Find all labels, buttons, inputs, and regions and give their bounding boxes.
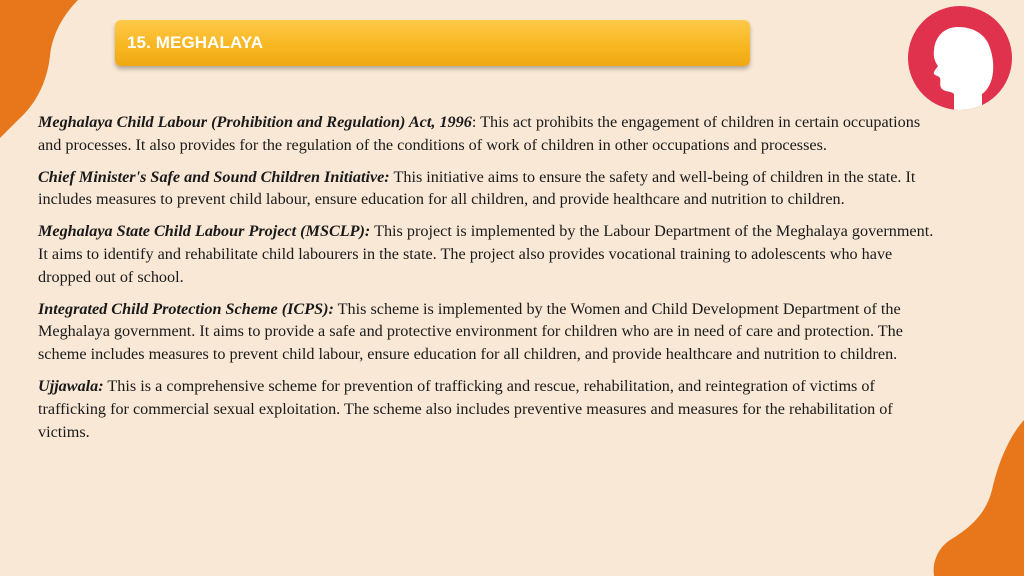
child-head-silhouette-icon (908, 6, 1012, 110)
paragraph-separator: : (471, 113, 481, 131)
paragraph-title: Ujjawala: (38, 376, 104, 395)
paragraph-title: Meghalaya Child Labour (Prohibition and Regulation) Act, 1996 (38, 113, 472, 131)
paragraph-icps (38, 298, 943, 366)
paragraph-title: Integrated Child Protection Scheme (ICPS): (38, 299, 334, 318)
paragraph-msclp (38, 220, 943, 288)
slide-title: 15. MEGHALAYA (127, 33, 264, 52)
paragraph-title: Meghalaya State Child Labour Project (MSCLP): (38, 222, 371, 241)
paragraph-body: This project is implemented by the Labour Department of the Meghalaya government. It aims to identify and rehabilitate child labourers in the state. The project also provides vocational training to adolescents who have dropped out of school. (38, 222, 934, 286)
slide-title-bar (115, 20, 750, 66)
paragraph-title: Chief Minister's Safe and Sound Children Initiative: (38, 167, 390, 186)
paragraph-body: This is a comprehensive scheme for prevention of trafficking and rescue, rehabilitation, and reintegration of victims of trafficking for commercial sexual exploitation. The scheme also includes preventive measures and measures for the rehabilitation of victims. (38, 376, 893, 441)
paragraph-body: This initiative aims to ensure the safety and well-being of children in the state. It includes measures to prevent child labour, ensure education for all children, and provide healthcare and nutrition to children. (38, 167, 916, 209)
avatar (908, 6, 1012, 110)
paragraph-body: This scheme is implemented by the Women and Child Development Department of the Meghalaya government. It aims to provide a safe and protective environment for children who are in need of care and protection. The scheme includes measures to prevent child labour, ensure education for all children, and provide healthcare and nutrition to children. (38, 299, 903, 364)
paragraph-ujjawala (38, 375, 943, 443)
paragraph-cm-initiative (38, 166, 943, 212)
slide-content (38, 111, 943, 452)
paragraph-act-1996 (38, 111, 943, 157)
paragraph-body: This act prohibits the engagement of children in certain occupations and processes. It also provides for the regulation of the conditions of work of children in other occupations and processes. (38, 113, 921, 154)
